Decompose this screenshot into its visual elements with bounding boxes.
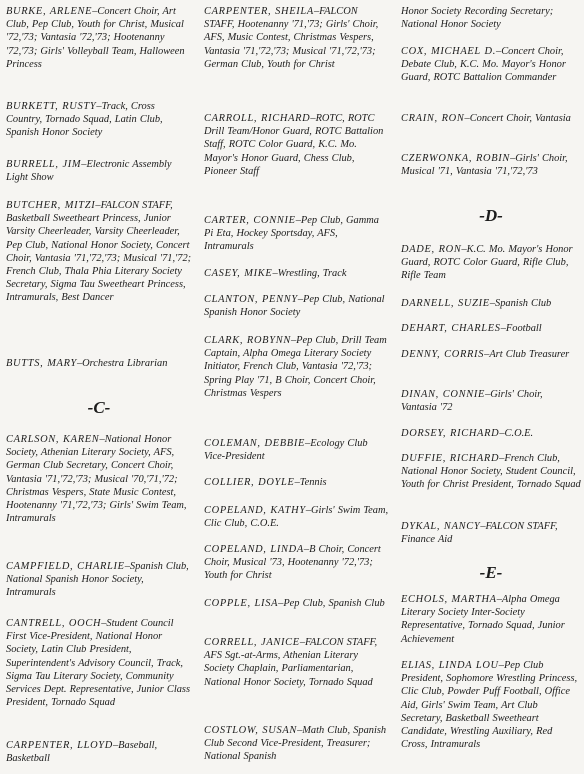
student-entry: [204, 437, 390, 463]
student-activities: –Pep Club, National Spanish Honor Society: [204, 294, 385, 319]
student-entry: [401, 452, 581, 492]
student-entry: [6, 433, 192, 525]
student-name: CARTER, CONNIE: [204, 215, 296, 226]
student-entry: [204, 267, 390, 280]
student-name: DEHART, CHARLES: [401, 323, 501, 334]
student-name: CRAIN, RON: [401, 113, 465, 124]
student-name: BUTCHER, MITZI: [6, 200, 96, 211]
student-name: CZERWONKA, ROBIN: [401, 153, 511, 164]
student-activities: –Pep Club, Drill Team Captain, Alpha Omega Literary Society Initiator, French Club, Vantasia '72,'73; Spring Play '71, B Choir, Concert Choir, Christmas Vespers: [204, 335, 387, 399]
student-entry: [204, 504, 390, 530]
student-activities: –Art Club Treasurer: [484, 349, 570, 360]
student-entry: [401, 5, 581, 31]
student-entry: [6, 560, 192, 600]
student-name: COLEMAN, DEBBIE: [204, 438, 306, 449]
student-activities: –Girls' Choir, Musical '71, Vantasia '71,'72,'73: [401, 153, 568, 178]
student-name: CORRELL, JANICE: [204, 637, 300, 648]
student-name: COX, MICHAEL D.: [401, 46, 497, 57]
student-name: BURKE, ARLENE: [6, 6, 93, 17]
student-name: DORSEY, RICHARD: [401, 428, 500, 439]
student-entry: [401, 243, 581, 283]
student-name: COPELAND, KATHY: [204, 505, 306, 516]
student-entry: [6, 617, 192, 709]
student-entry: [6, 5, 192, 71]
student-name: BURKETT, RUSTY: [6, 101, 97, 112]
student-activities: –FALCON STAFF, Finance Aid: [401, 521, 558, 546]
student-activities: –National Honor Society, Athenian Literary Society, AFS, German Club Secretary, Concert Choir, Vantasia '71,'72,'73; Musical '70,'71,'72; Christmas Vespers, State Music Contest, Hootenanny '71,'72,'73; Girls' Swim Team, Intramurals: [6, 434, 187, 525]
student-activities: –Math Club, Spanish Club Second Vice-President, Treasurer; National Spanish: [204, 725, 387, 763]
student-activities: –FALCON STAFF, Hootenanny '71,'73; Girls' Choir, AFS, Music Contest, Christmas Vespers, Vantasia '71,'72,'73; Musical '71,'72,'73; German Club, Youth for Christ: [204, 6, 379, 70]
student-entry: [204, 476, 390, 489]
student-activities: –Concert Choir, Art Club, Pep Club, Youth for Christ, Musical '72,'73; Vantasia '72,'73; Hootenanny '72,'73; Girls' Volleyball Team, Halloween Princess: [6, 6, 185, 70]
student-name: DUFFIE, RICHARD: [401, 453, 500, 464]
student-entry: [204, 293, 390, 319]
student-entry: [204, 334, 390, 400]
student-entry: [6, 199, 192, 305]
student-entry: [401, 112, 581, 125]
student-activities: –FALCON STAFF, Basketball Sweetheart Princess, Junior Varsity Cheerleader, Varsity Cheerleader, Pep Club, National Honor Society, Concert Choir, Vantasia '71,'72,'73; Musical '71,'72; French Club, Thala Phia Literary Society Secretary, Sigma Tau Sweetheart Princess, Intramurals, Best Dancer: [6, 200, 192, 304]
student-entry: [6, 739, 192, 765]
student-activities: –Baseball, Basketball: [6, 740, 158, 765]
student-entry: [6, 100, 192, 140]
student-entry: [204, 597, 390, 610]
student-activities: –Ecology Club Vice-President: [204, 438, 368, 463]
student-activities: –Wrestling, Track: [272, 268, 347, 279]
student-entry: [401, 152, 581, 178]
student-activities: –B Choir, Concert Choir, Musical '73, Hootenanny '72,'73; Youth for Christ: [204, 544, 381, 582]
student-entry: [6, 158, 192, 184]
student-entry: [6, 357, 192, 370]
student-entry: [204, 724, 390, 764]
student-name: DARNELL, SUZIE: [401, 298, 490, 309]
student-activities: –Spanish Club, National Spanish Honor Society, Intramurals: [6, 561, 189, 599]
student-activities: –French Club, National Honor Society, Student Council, Youth for Christ President, Tornado Squad: [401, 453, 581, 491]
student-name: CASEY, MIKE: [204, 268, 273, 279]
student-name: CARPENTER, SHEILA: [204, 6, 314, 17]
student-entry: [401, 348, 581, 361]
student-name: CARROLL, RICHARD: [204, 113, 311, 124]
student-entry: [204, 112, 390, 178]
student-entry: [401, 593, 581, 646]
student-activities: –ROTC, ROTC Drill Team/Honor Guard, ROTC Battalion Staff, ROTC Color Guard, K.C. Mo. Mayor's Honor Guard, Chess Club, Pioneer Staff: [204, 113, 384, 177]
section-letter-heading: -E-: [479, 563, 503, 582]
student-entry: [204, 214, 390, 254]
section-letter-heading: -C-: [87, 398, 111, 417]
student-name: COSTLOW, SUSAN: [204, 725, 298, 736]
student-entry: [204, 636, 390, 689]
student-activities: –Concert Choir, Debate Club, K.C. Mo. Mayor's Honor Guard, ROTC Battalion Commander: [401, 46, 566, 84]
student-activities: –Tennis: [294, 477, 327, 488]
student-name: CARLSON, KAREN: [6, 434, 100, 445]
student-name: CARPENTER, LLOYD: [6, 740, 113, 751]
student-name: DENNY, CORRIS: [401, 349, 485, 360]
student-entry: [401, 427, 581, 440]
student-name: COPPLE, LISA: [204, 598, 279, 609]
student-entry: [401, 45, 581, 85]
student-name: ELIAS, LINDA LOU: [401, 660, 499, 671]
student-activities: –K.C. Mo. Mayor's Honor Guard, ROTC Color Guard, Rifle Club, Rifle Team: [401, 244, 573, 282]
student-activities: –Student Council First Vice-President, National Honor Society, Latin Club President, Superintendent's Advisory Council, Track, Sigma Tau Literary Society, Community Services Dept. Representative, Junior Class President, Tornado Squad: [6, 618, 190, 709]
student-activities: –Track, Cross Country, Tornado Squad, Latin Club, Spanish Honor Society: [6, 101, 163, 139]
student-activities: –Girls' Choir, Vantasia '72: [401, 389, 543, 414]
student-entry: [401, 388, 581, 414]
student-activities: Honor Society Recording Secretary; National Honor Society: [401, 6, 554, 31]
student-activities: –Orchestra Librarian: [76, 358, 168, 369]
student-entry: [401, 520, 581, 546]
student-activities: –Pep Club, Gamma Pi Eta, Hockey Sportsday, AFS, Intramurals: [204, 215, 379, 253]
student-activities: –Concert Choir, Vantasia: [464, 113, 571, 124]
student-activities: –Pep Club, Spanish Club: [278, 598, 385, 609]
student-activities: –Electronic Assembly Light Show: [6, 159, 172, 184]
student-name: CANTRELL, OOCH: [6, 618, 102, 629]
student-entry: [204, 5, 390, 71]
student-name: CAMPFIELD, CHARLIE: [6, 561, 125, 572]
student-activities: –Football: [500, 323, 542, 334]
student-activities: –FALCON STAFF, AFS Sgt.-at-Arms, Athenian Literary Society Chaplain, Parliamentarian, National Honor Society, Tornado Squad: [204, 637, 378, 688]
student-name: COLLIER, DOYLE: [204, 477, 295, 488]
student-activities: –Alpha Omega Literary Society Inter-Society Representative, Tornado Squad, Junior Achievement: [401, 594, 565, 645]
student-activities: –Spanish Club: [489, 298, 552, 309]
student-activities: –Girls' Swim Team, Clic Club, C.O.E.: [204, 505, 389, 530]
student-activities: –C.O.E.: [499, 428, 534, 439]
student-name: DADE, RON: [401, 244, 462, 255]
student-entry: [401, 659, 581, 751]
student-entry: [204, 543, 390, 583]
student-name: BURRELL, JIM: [6, 159, 82, 170]
student-name: ECHOLS, MARTHA: [401, 594, 497, 605]
student-name: CLARK, ROBYNN: [204, 335, 291, 346]
student-entry: [401, 297, 581, 310]
student-name: CLANTON, PENNY: [204, 294, 298, 305]
student-entry: [401, 322, 581, 335]
section-letter-heading: -D-: [479, 206, 503, 225]
student-name: BUTTS, MARY: [6, 358, 77, 369]
student-activities: –Pep Club President, Sophomore Wrestling Princess, Clic Club, Powder Puff Football, Office Aid, Girls' Swim Team, Art Club Secretary, Basketball Sweetheart Candidate, Wrestling Auxiliary, Red Cross, Intramurals: [401, 660, 578, 751]
student-name: DYKAL, NANCY: [401, 521, 481, 532]
student-name: DINAN, CONNIE: [401, 389, 486, 400]
student-name: COPELAND, LINDA: [204, 544, 304, 555]
